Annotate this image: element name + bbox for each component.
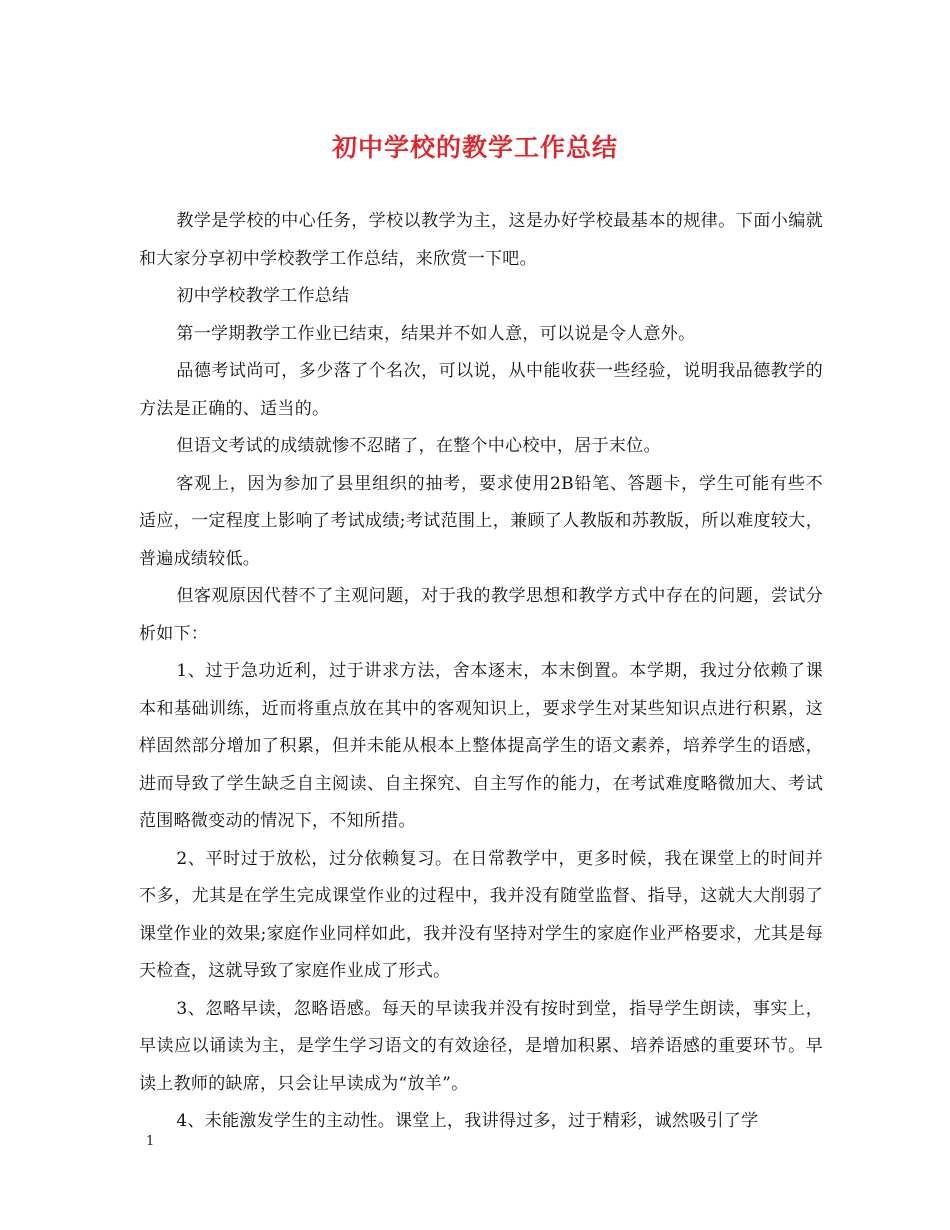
document-title: 初中学校的教学工作总结 [331,133,618,162]
paragraph: 但客观原因代替不了主观问题，对于我的教学思想和教学方式中存在的问题，尝试分析如下： [139,586,823,644]
paragraph-item-1: 1、过于急功近利，过于讲求方法，舍本逐末，本末倒置。本学期，我过分依赖了课本和基础训练，近而将重点放在其中的客观知识上，要求学生对某些知识点进行积累，这样固然部分增加了积累，但并未能从根本上整体提高学生的语文素养，培养学生的语感，进而导致了学生缺乏自主阅读、自主探究、自主写作的能力，在考试难度略微加大、考试范围略微变动的情况下，不知所措。 [139,661,823,831]
paragraph: 但语文考试的成绩就惨不忍睹了，在整个中心校中，居于末位。 [176,436,661,456]
paragraph-subtitle: 初中学校教学工作总结 [176,286,350,306]
page-number: 1 [146,1134,155,1149]
paragraph-item-4: 4、未能激发学生的主动性。课堂上，我讲得过多，过于精彩，诚然吸引了学 [176,1111,759,1131]
paragraph: 第一学期教学工作业已结束，结果并不如人意，可以说是令人意外。 [176,323,696,344]
document-body [139,203,823,1141]
paragraph: 客观上，因为参加了县里组织的抽考，要求使用2B铅笔、答题卡，学生可能有些不适应，一定程度上影响了考试成绩;考试范围上，兼顾了人教版和苏教版，所以难度较大，普遍成绩较低。 [139,473,823,569]
paragraph-item-3: 3、忽略早读，忽略语感。每天的早读我并没有按时到堂，指导学生朗读，事实上，早读应以诵读为主，是学生学习语文的有效途径，是增加积累、培养语感的重要环节。早读上教师的缺席，只会让早读成为“放羊”。 [139,998,823,1094]
paragraph: 品德考试尚可，多少落了个名次，可以说，从中能收获一些经验，说明我品德教学的方法是正确的、适当的。 [139,361,823,419]
paragraph-item-2: 2、平时过于放松，过分依赖复习。在日常教学中，更多时候，我在课堂上的时间并不多，尤其是在学生完成课堂作业的过程中，我并没有随堂监督、指导，这就大大削弱了课堂作业的效果;家庭作业同样如此，我并没有坚持对学生的家庭作业严格要求，尤其是每天检查，这就导致了家庭作业成了形式。 [139,848,823,981]
paragraph-intro: 教学是学校的中心任务，学校以教学为主，这是办好学校最基本的规律。下面小编就和大家分享初中学校教学工作总结，来欣赏一下吧。 [139,211,823,269]
